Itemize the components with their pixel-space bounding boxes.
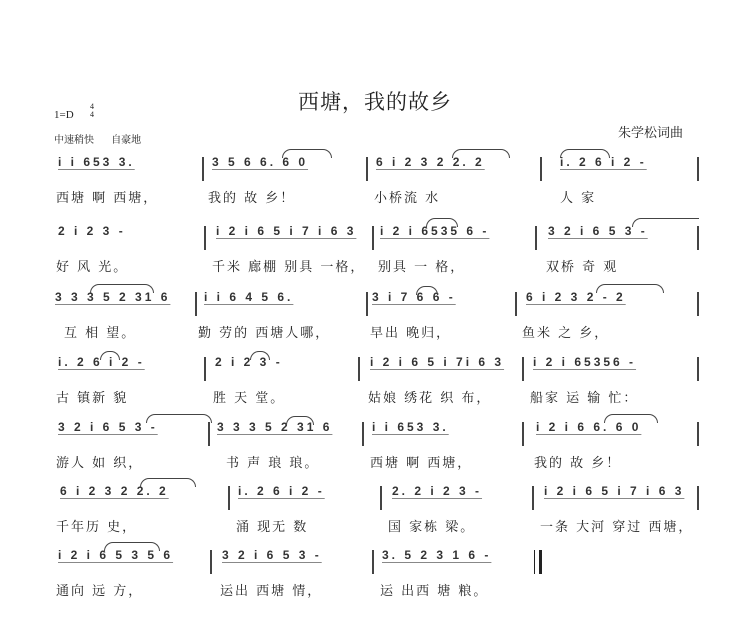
- tie-mark: [632, 218, 699, 227]
- tie-mark: [140, 478, 196, 487]
- barline: [697, 292, 699, 316]
- measure-lyrics: 西塘 啊 西塘，: [370, 456, 473, 471]
- tie-mark: [90, 284, 154, 293]
- measure-notes: 3 2 i 6 5 3 -: [222, 548, 322, 562]
- measure-notes: i i 653 3.: [58, 155, 135, 169]
- tie-mark: [282, 149, 332, 158]
- barline: [697, 357, 699, 381]
- measure-lyrics: 我的 故 乡！: [534, 456, 622, 471]
- song-title: 西塘，我的故乡: [298, 90, 452, 114]
- measure-notes: 3 2 i 6 5 3 -: [548, 224, 648, 238]
- measure-notes: 2 i 2 3 -: [215, 355, 283, 369]
- tie-mark: [560, 149, 610, 158]
- barline: [195, 292, 197, 316]
- score-row: [0, 155, 750, 219]
- measure-notes: 2 i 2 3 -: [58, 224, 126, 238]
- measure-lyrics: 鱼米 之 乡，: [522, 326, 610, 341]
- key-signature: 1=D: [54, 109, 74, 121]
- measure-notes: i. 2 6 i 2 -: [238, 484, 325, 498]
- measure-notes: 6 i 2 3 2 2. 2: [376, 155, 485, 169]
- barline: [202, 157, 204, 181]
- measure-lyrics: 姑娘 绣花 织 布，: [368, 391, 492, 406]
- tie-mark: [250, 351, 270, 360]
- measure-lyrics: 古 镇新 貌: [56, 391, 129, 406]
- measure-notes: 6 i 2 3 2 2. 2: [60, 484, 169, 498]
- measure-lyrics: 早出 晚归，: [370, 326, 452, 341]
- measure-notes: 3 i 7 6 6 -: [372, 290, 456, 304]
- tie-mark: [452, 149, 510, 158]
- barline: [535, 226, 537, 250]
- measure-notes: 3 3 3 5 2 31 6: [217, 420, 333, 434]
- barline: [204, 357, 206, 381]
- barline: [697, 486, 699, 510]
- barline: [228, 486, 230, 510]
- measure-notes: i 2 i 6 5 i 7i 6 3: [370, 355, 505, 369]
- tempo-text: 中速稍快: [54, 135, 94, 146]
- measure-lyrics: 胜 天 堂。: [213, 391, 286, 406]
- measure-lyrics: 小桥流 水: [374, 191, 441, 206]
- time-signature: [90, 103, 94, 119]
- barline: [532, 486, 534, 510]
- measure-lyrics: 通向 远 方，: [56, 584, 144, 599]
- barline: [366, 157, 368, 181]
- measure-lyrics: 国 家栋 梁。: [388, 520, 476, 535]
- measure-notes: 3 2 i 6 5 3 -: [58, 420, 158, 434]
- tie-mark: [104, 542, 160, 551]
- measure-notes: 3. 5 2 3 1 6 -: [382, 548, 492, 562]
- barline: [697, 422, 699, 446]
- measure-lyrics: 人 家: [560, 191, 597, 206]
- tie-mark: [146, 414, 212, 423]
- tie-mark: [286, 416, 314, 425]
- measure-notes: i. 2 6 i 2 -: [58, 355, 145, 369]
- barline: [366, 292, 368, 316]
- measure-lyrics: 运出 西塘 情，: [220, 584, 323, 599]
- score-row: [0, 355, 750, 419]
- score-row: [0, 548, 750, 612]
- measure-notes: i 2 i 65356 -: [533, 355, 637, 369]
- measure-notes: i i 6 4 5 6.: [204, 290, 294, 304]
- measure-notes: 3 3 3 5 2 31 6: [55, 290, 171, 304]
- barline: [372, 550, 374, 574]
- score-row: [0, 420, 750, 484]
- author-credit: 朱学松词曲: [618, 126, 684, 141]
- measure-lyrics: 我的 故 乡！: [208, 191, 296, 206]
- measure-lyrics: 千米 廊棚 别具 一格，: [212, 260, 366, 275]
- tie-mark: [604, 414, 658, 423]
- score-row: [0, 290, 750, 354]
- barline: [540, 157, 542, 181]
- barline: [522, 422, 524, 446]
- measure-notes: i i 653 3.: [372, 420, 449, 434]
- tie-mark: [596, 284, 664, 293]
- measure-notes: 2. 2 i 2 3 -: [392, 484, 483, 498]
- measure-lyrics: 互 相 望。: [64, 326, 137, 341]
- score-row: [0, 224, 750, 288]
- measure-notes: i 2 i 6 5 3 5 6: [58, 548, 174, 562]
- measure-notes: i 2 i 6 5 i 7 i 6 3: [216, 224, 357, 238]
- time-sig-bottom: 4: [90, 110, 94, 119]
- measure-lyrics: 船家 运 输 忙：: [530, 391, 639, 406]
- barline: [697, 157, 699, 181]
- barline: [522, 357, 524, 381]
- barline: [697, 226, 699, 250]
- measure-lyrics: 勤 劳的 西塘人哪，: [198, 326, 331, 341]
- tie-mark: [100, 351, 120, 360]
- score-row: [0, 484, 750, 548]
- barline: [372, 226, 374, 250]
- barline: [380, 486, 382, 510]
- barline: [204, 226, 206, 250]
- measure-lyrics: 双桥 奇 观: [546, 260, 619, 275]
- measure-lyrics: 涌 现无 数: [236, 520, 309, 535]
- measure-lyrics: 千年历 史，: [56, 520, 138, 535]
- measure-lyrics: 西塘 啊 西塘，: [56, 191, 159, 206]
- barline: [515, 292, 517, 316]
- barline: [358, 357, 360, 381]
- measure-lyrics: 好 风 光。: [56, 260, 129, 275]
- measure-notes: i 2 i 6 6. 6 0: [536, 420, 642, 434]
- measure-notes: 3 5 6 6. 6 0: [212, 155, 309, 169]
- final-barline: [534, 550, 542, 574]
- tie-mark: [426, 218, 458, 227]
- measure-lyrics: 一条 大河 穿过 西塘，: [540, 520, 694, 535]
- measure-lyrics: 别具 一 格，: [378, 260, 466, 275]
- measure-lyrics: 游人 如 织，: [56, 456, 144, 471]
- barline: [362, 422, 364, 446]
- tempo-marking: [54, 131, 155, 146]
- measure-notes: i. 2 6 i 2 -: [560, 155, 647, 169]
- measure-notes: i 2 i 6535 6 -: [380, 224, 490, 238]
- barline: [210, 550, 212, 574]
- measure-notes: i 2 i 6 5 i 7 i 6 3: [544, 484, 685, 498]
- measure-lyrics: 运 出西 塘 粮。: [380, 584, 489, 599]
- barline: [208, 422, 210, 446]
- expression-text: 自豪地: [111, 135, 142, 146]
- time-sig-top: 4: [90, 102, 94, 111]
- tie-mark: [416, 286, 438, 295]
- measure-lyrics: 书 声 琅 琅。: [226, 456, 320, 471]
- measure-notes: 6 i 2 3 2 - 2: [526, 290, 626, 304]
